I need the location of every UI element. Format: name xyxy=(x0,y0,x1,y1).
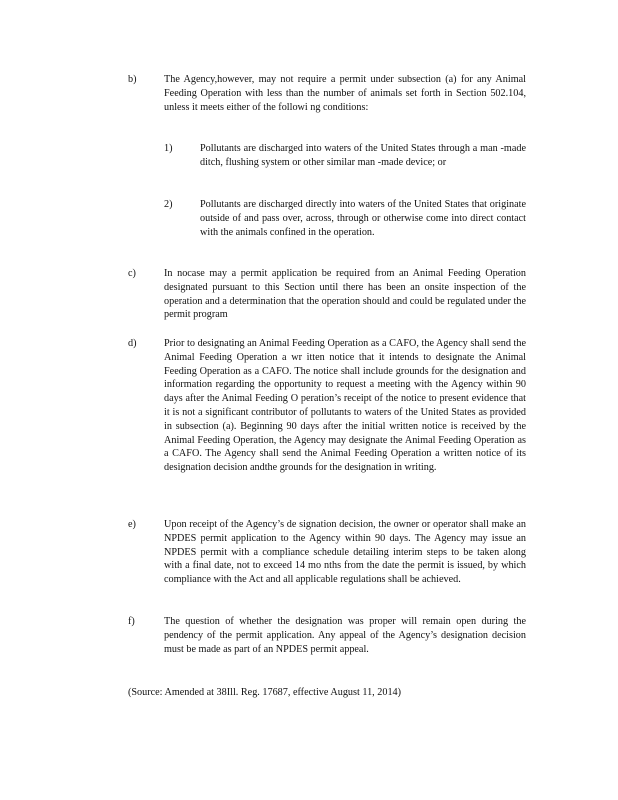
subparagraph-text: Pollutants are discharged directly into waters of the United States that originate outside of and pass over, across, through or otherwise come into direct contact with the animals confined in the operation. xyxy=(200,199,526,238)
paragraph-label: b) xyxy=(128,74,137,85)
paragraph-label: c) xyxy=(128,268,136,279)
paragraph-label: f) xyxy=(128,616,135,627)
subparagraph-label: 2) xyxy=(164,199,173,210)
paragraph-label: e) xyxy=(128,519,136,530)
paragraph-text: The question of whether the designation was proper will remain open during the pendency of the permit application. Any appeal of the Agency’s designation decision must be made as part of an NPDES permit appeal. xyxy=(164,616,526,655)
paragraph-text: The Agency,however, may not require a permit under subsection (a) for any Animal Feeding Operation with less than the number of animals set forth in Section 502.104, unless it meets either of the followi ng conditions: xyxy=(164,74,526,113)
paragraph-text: Upon receipt of the Agency’s de signation decision, the owner or operator shall make an NPDES permit application to the Agency within 90 days. The Agency may issue an NPDES permit with a compliance schedule detailing interim steps to be taken along with a final date, not to exceed 14 mo nths from the date the permit is issued, by which compliance with the Act and all applicable regulations shall be achieved. xyxy=(164,519,526,586)
source-note: (Source: Amended at 38Ill. Reg. 17687, effective August 11, 2014) xyxy=(128,687,402,698)
paragraph-text: In nocase may a permit application be required from an Animal Feeding Operation designated pursuant to this Section until there has been an onsite inspection of the operation and a determination that the operation should and could be regulated under the permit program xyxy=(164,268,526,321)
subparagraph-label: 1) xyxy=(164,143,173,154)
subparagraph-text: Pollutants are discharged into waters of the United States through a man -made ditch, flushing system or other similar man -made device; or xyxy=(200,143,526,168)
paragraph-label: d) xyxy=(128,338,137,349)
paragraph-text: Prior to designating an Animal Feeding Operation as a CAFO, the Agency shall send the Animal Feeding Operation a wr itten notice that it intends to designate the Animal Feeding Operation as a CAFO. The notice shall include grounds for the designation and information regarding the opportunity to request a meeting with the Agency within 90 days after the Animal Feeding O peration’s receipt of the notice to present evidence that it is not a significant contributor of pollutants to waters of the United States as provided in subsection (a). Beginning 90 days after the initial written notice is received by the Animal Feeding Operation, the Agency may designate the Animal Feeding Operation as a CAFO. The Agency shall send the Animal Feeding Operation a written notice of its designation decision andthe grounds for the designation in writing. xyxy=(164,338,526,474)
